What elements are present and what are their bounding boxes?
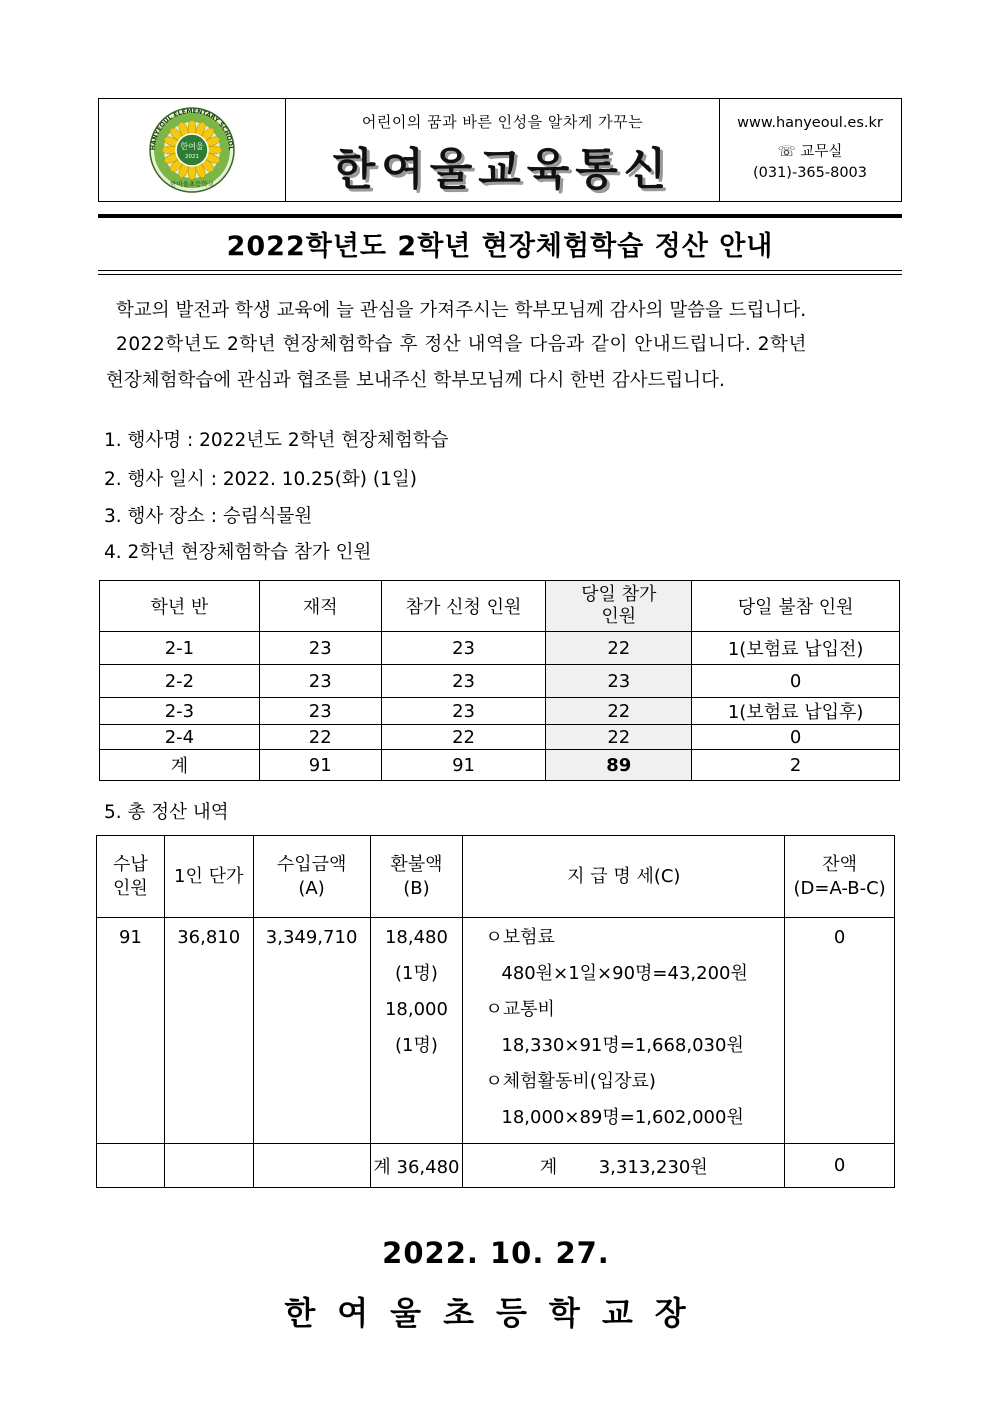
header-income-line-1: 수입금액 (276, 853, 347, 875)
cell-applied: 23 (381, 698, 546, 725)
cell-applied: 23 (381, 632, 546, 665)
header-refund-line-2: (B) (403, 877, 430, 899)
cell-applied: 22 (381, 725, 546, 750)
settlement-table (96, 835, 895, 1188)
header-applied: 참가 신청 인원 (381, 581, 546, 632)
refund-line: (1명) (395, 963, 438, 984)
cell-empty (97, 1144, 165, 1188)
newsletter-title: 한여울교육통신 (332, 144, 673, 195)
cell-enrolled: 23 (259, 665, 381, 698)
header-balance-line-1: 잔액 (822, 853, 857, 875)
cell-class: 2-1 (100, 632, 260, 665)
header-unit-price: 1인 단가 (164, 836, 253, 918)
cell-income (253, 918, 370, 1144)
total-row (100, 750, 900, 781)
detail-item-activity: ㅇ체험활동비(입장료) (485, 1071, 656, 1092)
phone-number: (031)-365-8003 (752, 165, 868, 181)
title-rule-bottom-1 (98, 270, 902, 271)
header-absent: 당일 불참 인원 (692, 581, 900, 632)
cell-enrolled: 23 (259, 632, 381, 665)
cell-total-absent: 2 (692, 750, 900, 781)
intro-line-1: 학교의 발전과 학생 교육에 늘 관심을 가져주시는 학부모님께 감사의 말씀을 드립니다. (116, 300, 807, 321)
cell-enrolled: 22 (259, 725, 381, 750)
settlement-total-row (97, 1144, 895, 1188)
cell-detail (463, 918, 785, 1144)
cell-total-refund: 계 36,480 (370, 1144, 463, 1188)
cell-attended: 22 (546, 725, 692, 750)
table-row (100, 698, 900, 725)
cell-attended: 22 (546, 698, 692, 725)
header-enrolled: 재적 (259, 581, 381, 632)
intro-line-2: 2022학년도 2학년 현장체험학습 후 정산 내역을 다음과 같이 안내드립니다. 2학년 (116, 334, 807, 355)
logo-bottom-text: 한여울초등학교 (170, 180, 214, 188)
cell-total-attended: 89 (546, 750, 692, 781)
header-income (253, 836, 370, 918)
office-label: ☏ 교무실 (777, 144, 843, 160)
header-attended-line-2: 인원 (601, 606, 637, 627)
newsletter-header (98, 98, 902, 202)
total-detail-value: 3,313,230원 (598, 1156, 708, 1178)
cell-balance (785, 918, 895, 1144)
document-title: 2022학년도 2학년 현장체험학습 정산 안내 (226, 231, 774, 262)
value-count: 91 (118, 927, 142, 948)
header-balance-line-2: (D=A-B-C) (793, 877, 886, 899)
logo-center-year: 2021 (185, 154, 199, 160)
cell-absent: 1(보험료 납입전) (692, 632, 900, 665)
settlement-header-row (97, 836, 895, 918)
detail-calc-transport: 18,330×91명=1,668,030원 (501, 1035, 744, 1056)
table-row (100, 725, 900, 750)
cell-absent: 0 (692, 665, 900, 698)
cell-total-applied: 91 (381, 750, 546, 781)
cell-attended: 23 (546, 665, 692, 698)
logo-cell (99, 99, 286, 201)
settlement-data-row (97, 918, 895, 1144)
header-refund-line-1: 환불액 (390, 853, 443, 875)
header-detail: 지 급 명 세(C) (463, 836, 785, 918)
refund-line: (1명) (395, 1035, 438, 1056)
header-balance (785, 836, 895, 918)
cell-total-detail (463, 1144, 785, 1188)
item-event-name: 1. 행사명 : 2022년도 2학년 현장체험학습 (104, 430, 449, 451)
header-refund (370, 836, 463, 918)
detail-calc-insurance: 480원×1일×90명=43,200원 (501, 963, 748, 984)
settlement-heading: 5. 총 정산 내역 (104, 802, 229, 823)
document-date: 2022. 10. 27. (382, 1236, 610, 1270)
item-event-place: 3. 행사 장소 : 승림식물원 (104, 506, 313, 527)
header-count (97, 836, 165, 918)
principal-signature: 한여울초등학교장 (284, 1294, 708, 1332)
contact-cell (720, 99, 900, 201)
cell-empty (253, 1144, 370, 1188)
detail-calc-activity: 18,000×89명=1,602,000원 (501, 1107, 744, 1128)
item-event-date: 2. 행사 일시 : 2022. 10.25(화) (1일) (104, 469, 417, 490)
cell-unit-price (164, 918, 253, 1144)
value-income: 3,349,710 (265, 927, 358, 948)
logo-ring-text: HANYEOUL ELEMENTARY SCHOOL (149, 107, 235, 151)
participants-header-row (100, 581, 900, 632)
header-income-line-2: (A) (298, 877, 325, 899)
cell-absent: 0 (692, 725, 900, 750)
detail-item-insurance: ㅇ보험료 (485, 927, 555, 948)
motto: 어린이의 꿈과 바른 인성을 알차게 가꾸는 (361, 113, 644, 131)
title-cell (286, 99, 720, 201)
cell-class: 2-2 (100, 665, 260, 698)
item-participants-heading: 4. 2학년 현장체험학습 참가 인원 (104, 542, 372, 563)
cell-class: 2-3 (100, 698, 260, 725)
intro-line-3: 현장체험학습에 관심과 협조를 보내주신 학부모님께 다시 한번 감사드립니다. (106, 370, 725, 391)
refund-line: 18,000 (384, 999, 448, 1020)
value-balance: 0 (833, 927, 846, 948)
title-rule-bottom-2 (98, 274, 902, 275)
header-class: 학년 반 (100, 581, 260, 632)
cell-absent: 1(보험료 납입후) (692, 698, 900, 725)
logo-center-name: 한여울 (180, 142, 204, 151)
header-attended (546, 581, 692, 632)
cell-refund (370, 918, 463, 1144)
table-row (100, 665, 900, 698)
cell-count (97, 918, 165, 1144)
refund-line: 18,480 (384, 927, 448, 948)
header-attended-line-1: 당일 참가 (581, 584, 657, 605)
detail-item-transport: ㅇ교통비 (485, 999, 555, 1020)
cell-class: 2-4 (100, 725, 260, 750)
cell-attended: 22 (546, 632, 692, 665)
value-unit-price: 36,810 (177, 927, 241, 948)
cell-total-balance: 0 (785, 1144, 895, 1188)
cell-empty (164, 1144, 253, 1188)
website: www.hanyeoul.es.kr (737, 115, 883, 131)
cell-applied: 23 (381, 665, 546, 698)
header-count-line-2: 인원 (113, 877, 148, 899)
cell-total-enrolled: 91 (259, 750, 381, 781)
header-count-line-1: 수납 (113, 853, 148, 875)
participants-table (99, 580, 900, 781)
title-rule-top (98, 214, 902, 218)
table-row (100, 632, 900, 665)
cell-total-label: 계 (100, 750, 260, 781)
school-logo (137, 107, 247, 193)
cell-enrolled: 23 (259, 698, 381, 725)
total-detail-label: 계 (539, 1156, 558, 1178)
